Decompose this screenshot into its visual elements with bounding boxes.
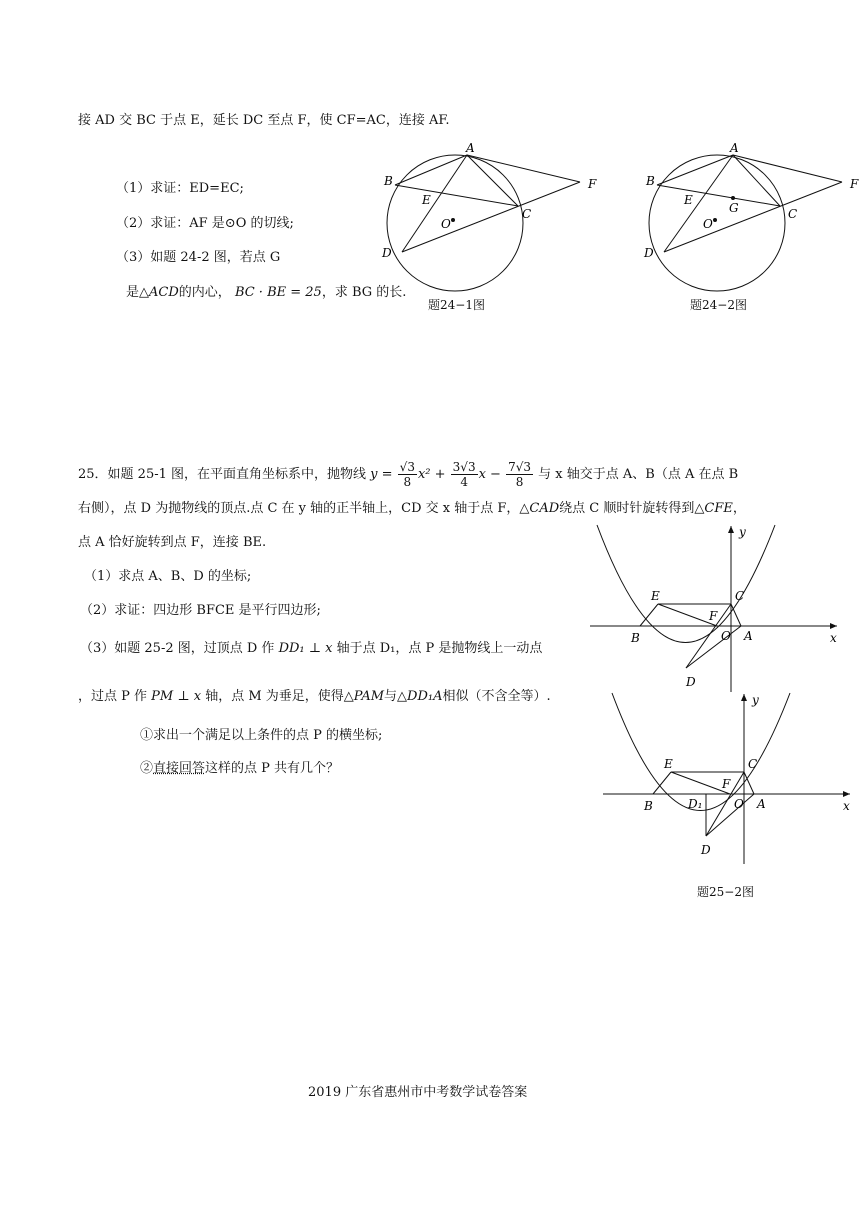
fig25-1-label-O: O [721,629,731,643]
q25-p4-eq: PM ⊥ x [151,689,202,704]
q25-frac1 [398,460,417,489]
q24-p3b-eq: BC · BE = 25 [234,285,322,300]
q25-frac1-num: √3 [399,460,415,474]
q25-part3 [80,640,542,658]
fig24-1-label-F: F [588,177,597,191]
fig25-2-label-C: C [748,757,758,771]
fig25-1-label-A: A [744,629,753,643]
fig25-1-label-B: B [631,631,640,645]
fig24-1-label-E: E [422,193,431,207]
q25-s2-emphasis: 直接回答 [153,761,206,776]
fig25-1-label-C: C [735,589,745,603]
q25-p4-b: 轴，点 M 为垂足，使得 [205,689,344,704]
q24-part3: （3）如题 24-2 图，若点 G [116,250,281,265]
q25-s2-a: ② [140,761,154,776]
fig24-1-label-O: O [441,217,451,231]
q25-sub1: ①求出一个满足以上条件的点 P 的横坐标; [140,728,383,743]
q24-p3b-tri: △ACD [139,285,179,300]
fig25-2-label-y: y [752,693,759,707]
q25-p4-tri2: △DD₁A [397,689,443,704]
q25-s2-b: 这样的点 P 共有几个？ [205,761,340,776]
page-footer: 2019 广东省惠州市中考数学试卷答案 [308,1085,528,1100]
q25-p4-tri1: △PAM [343,689,385,704]
q25-frac2 [451,460,478,489]
q25-line1-a: 25．如题 25-1 图，在平面直角坐标系中，抛物线 [78,467,367,482]
q25-line2-tri1: △CAD [519,501,560,516]
q24-p3b-c: ，求 BG 的长. [321,285,407,300]
fig24-1-label-B: B [384,174,393,188]
q25-frac3 [506,460,533,489]
fig25-2-label-E: E [664,757,673,771]
q24-p3b-a: 是 [126,285,140,300]
figure-25-1 [585,520,850,695]
fig25-1-label-E: E [651,589,660,603]
q25-part1: （1）求点 A、B、D 的坐标; [84,569,252,584]
fig24-2-label-F: F [850,177,859,191]
figure-25-2 [598,688,860,868]
fig25-2-label-D1: D₁ [688,797,703,811]
q25-p4-d: 相似（不含全等）. [442,689,551,704]
q25-line1 [78,460,738,490]
fig25-2-label-D: D [701,843,711,857]
q25-frac2-num: 3√3 [452,460,476,474]
figure-24-2 [632,140,864,310]
fig25-2-label-A: A [757,797,766,811]
q25-line2-a: 右侧），点 D 为抛物线的顶点.点 C 在 y 轴的正半轴上，CD 交 x 轴于点 F， [78,501,520,516]
q25-frac1-den: 8 [403,475,412,489]
fig24-2-label-C: C [788,207,798,221]
fig24-2-label-G: G [729,201,739,215]
fig25-1-label-y: y [739,525,746,539]
fig24-2-label-A: A [730,141,739,155]
fig25-1-label-F: F [709,609,718,623]
q25-line2-c: ， [732,501,746,516]
fig24-2-label-E: E [684,193,693,207]
q25-line2-b: 绕点 C 顺时针旋转得到 [559,501,695,516]
fig24-1-caption: 题24−1图 [428,298,485,312]
fig24-1-label-C: C [522,207,532,221]
fig24-2-caption: 题24−2图 [690,298,747,312]
q25-p3-a: （3）如题 25-2 图，过顶点 D 作 [80,641,275,656]
q25-line2 [78,500,746,518]
q25-line3: 点 A 恰好旋转到点 F，连接 BE. [78,535,267,550]
fig24-1-label-D: D [382,246,392,260]
q24-part1: （1）求证：ED=EC; [116,181,244,196]
fig24-2-label-O: O [703,217,713,231]
q25-sub2 [140,760,339,778]
q25-p3-eq: DD₁ ⊥ x [278,641,333,656]
q25-line2-tri2: △CFE [694,501,733,516]
fig25-2-caption: 题25−2图 [697,885,754,899]
fig25-2-label-B: B [644,799,653,813]
fig25-2-label-F: F [722,777,731,791]
q25-part3-cont [78,688,551,706]
q24-intro: 接 AD 交 BC 于点 E，延长 DC 至点 F，使 CF=AC，连接 AF. [78,113,450,128]
fig24-1-label-A: A [466,141,475,155]
q25-part2: （2）求证：四边形 BFCE 是平行四边形; [80,603,321,618]
q25-frac3-den: 8 [515,475,524,489]
fig25-2-label-O: O [734,797,744,811]
q25-p4-c: 与 [384,689,398,704]
q25-p4-a: ，过点 P 作 [78,689,148,704]
q25-line1-b: 与 x 轴交于点 A、B（点 A 在点 B [538,467,739,482]
q25-frac3-num: 7√3 [508,460,532,474]
fig25-2-label-x: x [843,799,850,813]
q25-eq-y: y = [370,467,393,482]
fig24-2-label-B: B [646,174,655,188]
q25-eq-x: x − [478,467,501,482]
q25-eq-x2: x² + [417,467,446,482]
q25-frac2-den: 4 [460,475,468,489]
q24-p3b-b: 的内心， [178,285,231,300]
fig24-2-label-D: D [644,246,654,260]
fig25-1-label-D: D [686,675,696,689]
fig25-1-label-x: x [830,631,837,645]
q24-part3-cont [126,284,406,302]
q24-part2: （2）求证：AF 是⊙O 的切线; [116,216,294,231]
figure-24-1 [370,140,610,310]
q25-p3-b: 轴于点 D₁，点 P 是抛物线上一动点 [336,641,543,656]
